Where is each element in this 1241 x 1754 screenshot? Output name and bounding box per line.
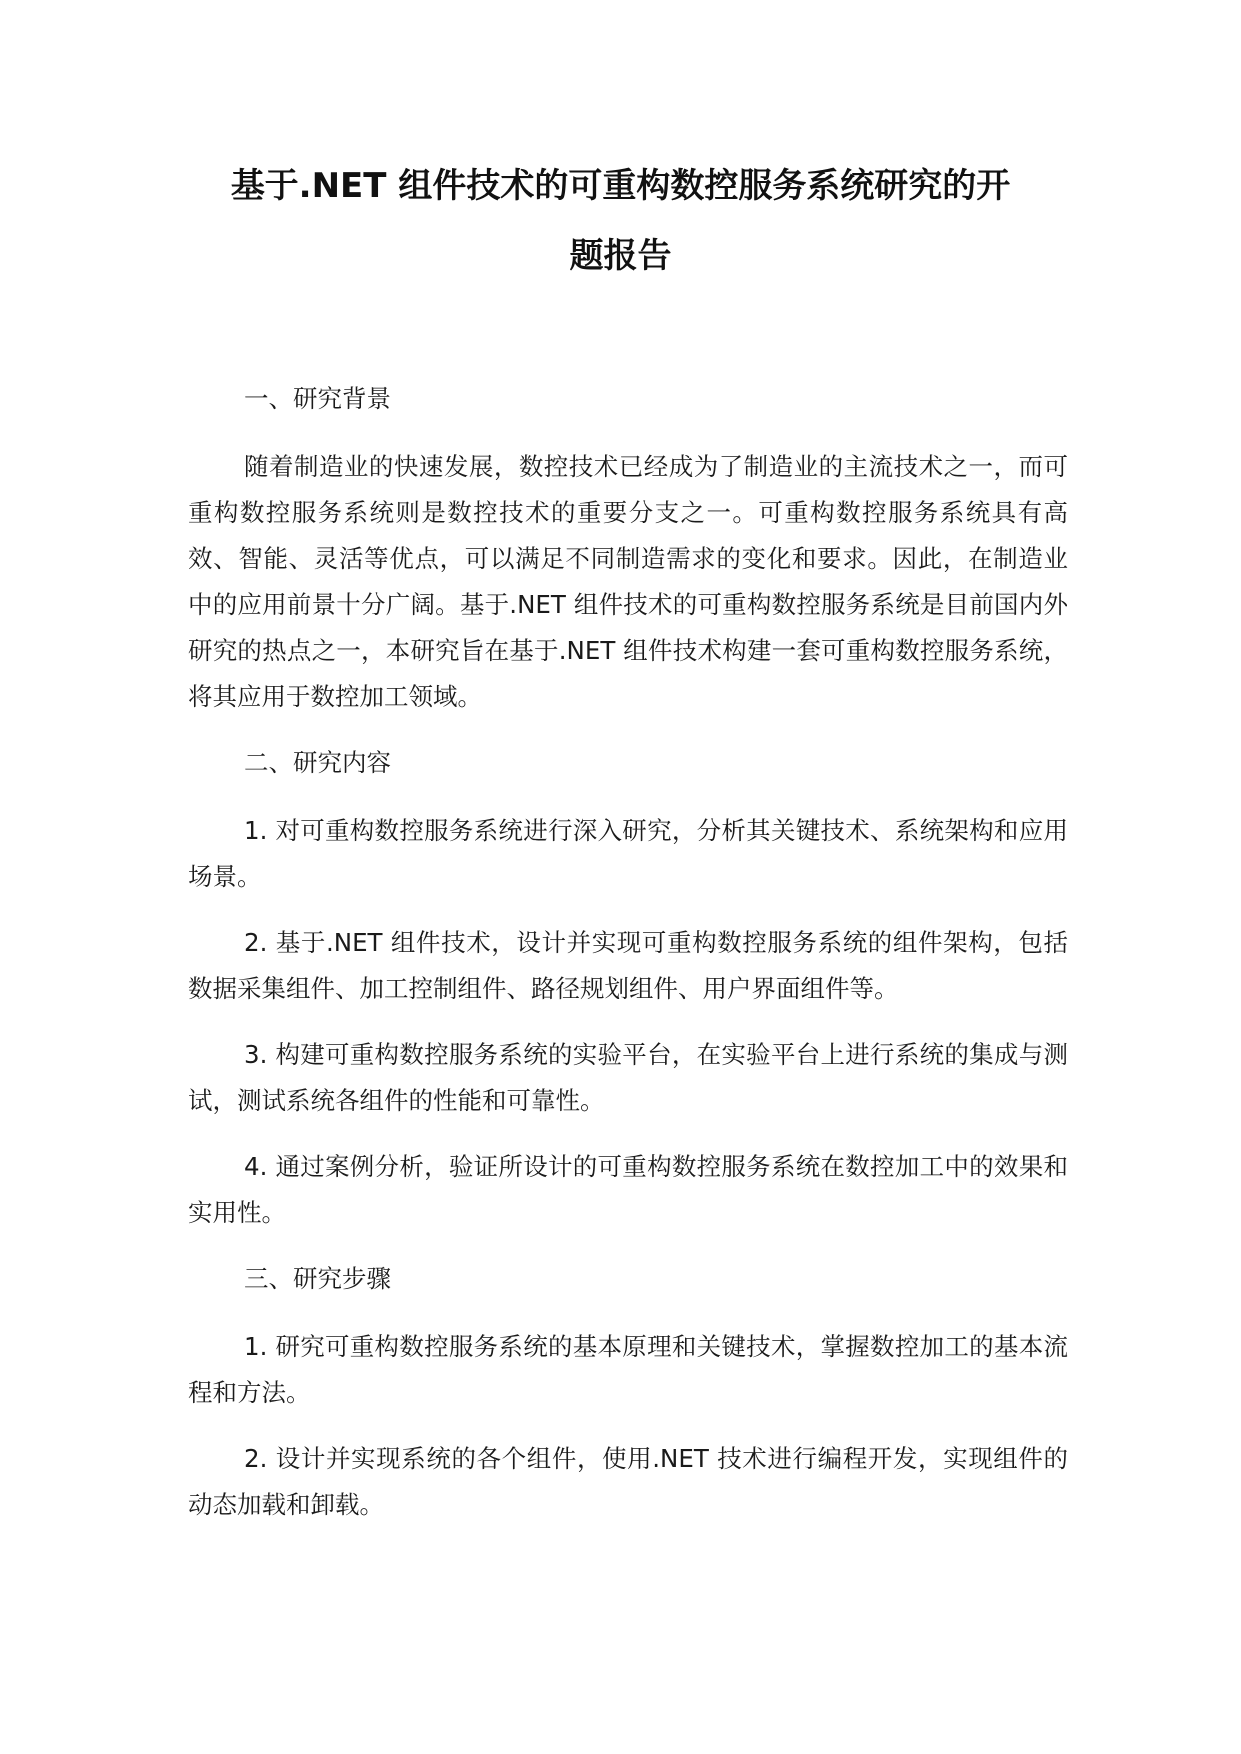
list-item-step-2: 2. 设计并实现系统的各个组件，使用.NET 技术进行编程开发，实现组件的动态加载和卸载。: [188, 1444, 1068, 1519]
section-heading-background: 一、研究背景: [244, 384, 391, 413]
paragraph-background: 随着制造业的快速发展，数控技术已经成为了制造业的主流技术之一，而可重构数控服务系统则是数控技术的重要分支之一。可重构数控服务系统具有高效、智能、灵活等优点，可以满足不同制造需求的变化和要求。因此，在制造业中的应用前景十分广阔。基于.NET 组件技术的可重构数控服务系统是目前国内外研究的热点之一，本研究旨在基于.NET 组件技术构建一套可重构数控服务系统，将其应用于数控加工领域。: [188, 452, 1068, 711]
list-item-content-3: 3. 构建可重构数控服务系统的实验平台，在实验平台上进行系统的集成与测试，测试系统各组件的性能和可靠性。: [188, 1040, 1068, 1115]
document-title-line-2: 题报告: [569, 236, 672, 276]
document-title-line-1: 基于.NET 组件技术的可重构数控服务系统研究的开: [230, 166, 1011, 206]
document-body: [188, 376, 1068, 1548]
section-heading-content: 二、研究内容: [244, 748, 391, 777]
section-heading-steps: 三、研究步骤: [244, 1264, 391, 1293]
list-item-step-1: 1. 研究可重构数控服务系统的基本原理和关键技术，掌握数控加工的基本流程和方法。: [188, 1332, 1068, 1407]
list-item-content-2: 2. 基于.NET 组件技术，设计并实现可重构数控服务系统的组件架构，包括数据采集组件、加工控制组件、路径规划组件、用户界面组件等。: [188, 928, 1068, 1003]
list-item-content-1: 1. 对可重构数控服务系统进行深入研究，分析其关键技术、系统架构和应用场景。: [188, 816, 1068, 891]
list-item-content-4: 4. 通过案例分析，验证所设计的可重构数控服务系统在数控加工中的效果和实用性。: [188, 1152, 1068, 1227]
